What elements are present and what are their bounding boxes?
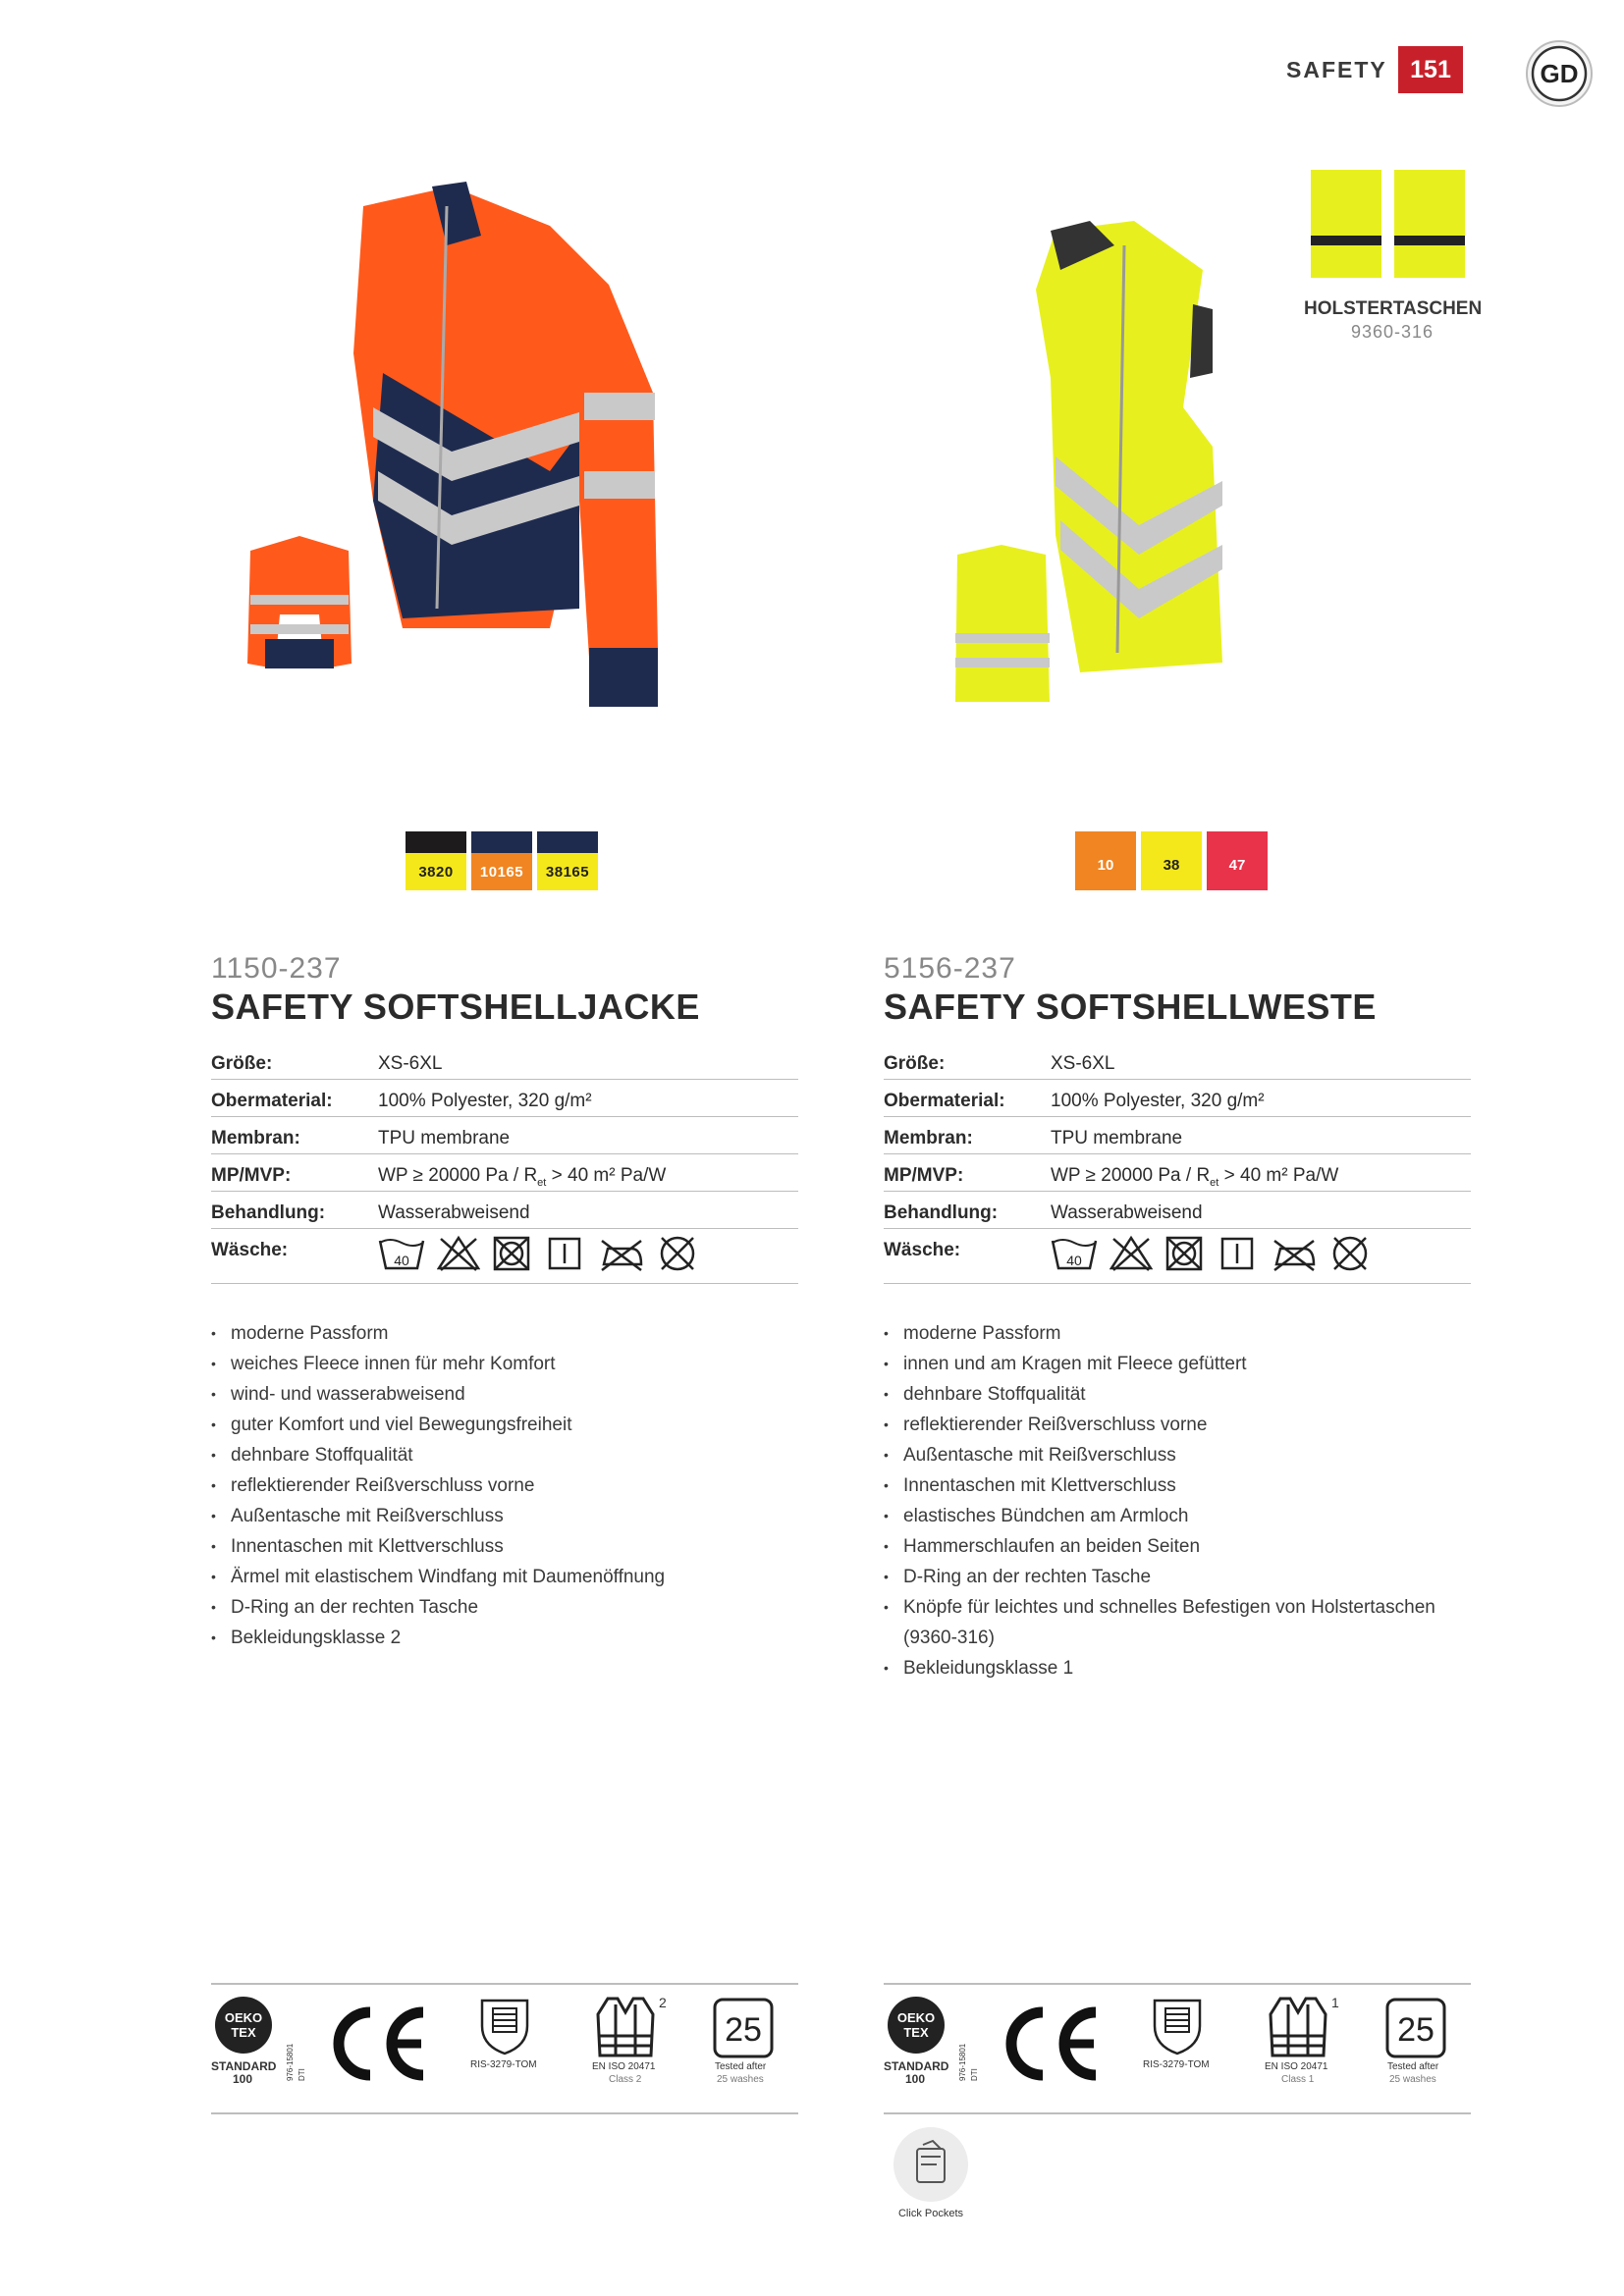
list-item: • Bekleidungsklasse 1 bbox=[884, 1653, 1471, 1683]
wash-40-icon bbox=[378, 1235, 425, 1272]
spec-value bbox=[1051, 1165, 1338, 1189]
en-class: Class 1 bbox=[1281, 2074, 1315, 2085]
spec-key: Behandlung: bbox=[211, 1202, 326, 1223]
color-swatch-3820[interactable] bbox=[406, 831, 466, 890]
product-name: SAFETY SOFTSHELLWESTE bbox=[884, 987, 1377, 1027]
spec-row-wash bbox=[884, 1229, 1471, 1284]
certification-row bbox=[884, 1995, 1471, 2108]
spec-row-membrane bbox=[884, 1117, 1471, 1154]
class-number: 2 bbox=[659, 1995, 667, 2010]
wash-40-icon bbox=[1051, 1235, 1098, 1272]
list-item: • Knöpfe für leichtes und schnelles Befestigen von Holstertaschen (9360-316) bbox=[884, 1592, 1471, 1653]
svg-text:25: 25 bbox=[1397, 2011, 1435, 2049]
ce-mark-icon bbox=[331, 2006, 429, 2081]
divider bbox=[211, 1983, 798, 1985]
mvp-a: WP ≥ 20000 Pa / R bbox=[1051, 1165, 1211, 1186]
oeko-institute: DTI bbox=[298, 2068, 306, 2081]
mvp-b: > 40 m² Pa/W bbox=[1218, 1165, 1339, 1186]
holster-pockets-image bbox=[1311, 165, 1478, 283]
spec-value: TPU membrane bbox=[378, 1128, 511, 1148]
mvp-sub: et bbox=[1210, 1176, 1219, 1189]
spec-key: Membran: bbox=[211, 1128, 300, 1148]
spec-value: XS-6XL bbox=[378, 1053, 443, 1074]
oeko-100: 100 bbox=[905, 2072, 926, 2086]
spec-value: 100% Polyester, 320 g/m² bbox=[1051, 1091, 1265, 1111]
spec-row-material bbox=[884, 1080, 1471, 1117]
spec-row-treatment bbox=[884, 1192, 1471, 1229]
jacket-product-image bbox=[255, 177, 668, 746]
swatch-code: 10165 bbox=[471, 853, 532, 890]
brand-logo bbox=[1525, 39, 1594, 108]
swatch-code: 38165 bbox=[537, 853, 598, 890]
spec-table bbox=[211, 1042, 798, 1284]
wash-count-icon bbox=[1384, 1997, 1447, 2059]
spec-row-membrane bbox=[211, 1117, 798, 1154]
list-item: • Außentasche mit Reißverschluss bbox=[884, 1440, 1471, 1470]
spec-value: XS-6XL bbox=[1051, 1053, 1115, 1074]
line-dry-icon bbox=[547, 1235, 582, 1272]
mvp-sub: et bbox=[537, 1176, 547, 1189]
list-item: • Bekleidungsklasse 2 bbox=[211, 1623, 798, 1653]
oeko-tex-icon bbox=[886, 1995, 947, 2056]
class-number: 1 bbox=[1331, 1995, 1339, 2010]
washes-text-a: Tested after bbox=[1387, 2061, 1439, 2072]
list-item: • moderne Passform bbox=[211, 1318, 798, 1349]
no-iron-icon bbox=[598, 1235, 645, 1272]
no-dry-clean-icon bbox=[657, 1235, 698, 1272]
spec-key: Wäsche: bbox=[211, 1240, 289, 1260]
vest-product-image bbox=[943, 211, 1316, 741]
spec-value: TPU membrane bbox=[1051, 1128, 1183, 1148]
color-swatch-47[interactable]: 47 bbox=[1207, 831, 1268, 890]
swatch-top bbox=[471, 831, 532, 853]
wash-count-icon bbox=[712, 1997, 775, 2059]
svg-text:OEKO: OEKO bbox=[224, 2010, 263, 2025]
no-bleach-icon bbox=[437, 1235, 480, 1272]
list-item: • D-Ring an der rechten Tasche bbox=[884, 1562, 1471, 1592]
divider bbox=[211, 2112, 798, 2114]
oeko-tex-icon bbox=[213, 1995, 274, 2056]
spec-row-mvp bbox=[211, 1154, 798, 1192]
spec-row-wash bbox=[211, 1229, 798, 1284]
mvp-b: > 40 m² Pa/W bbox=[546, 1165, 667, 1186]
feature-list bbox=[884, 1318, 1471, 1683]
list-item: • Außentasche mit Reißverschluss bbox=[211, 1501, 798, 1531]
color-swatch-10165[interactable] bbox=[471, 831, 532, 890]
no-tumble-dry-icon bbox=[1164, 1235, 1204, 1272]
list-item: • elastisches Bündchen am Armloch bbox=[884, 1501, 1471, 1531]
color-swatch-38165[interactable] bbox=[537, 831, 598, 890]
spec-table bbox=[884, 1042, 1471, 1284]
divider bbox=[884, 1983, 1471, 1985]
click-pockets-badge bbox=[893, 2127, 968, 2202]
spec-value bbox=[378, 1165, 666, 1189]
spec-row-treatment bbox=[211, 1192, 798, 1229]
no-bleach-icon bbox=[1110, 1235, 1153, 1272]
list-item: • Ärmel mit elastischem Windfang mit Daumenöffnung bbox=[211, 1562, 798, 1592]
oeko-standard: STANDARD bbox=[211, 2059, 277, 2073]
ris-label: RIS-3279-TOM bbox=[1143, 2059, 1210, 2070]
ce-mark-icon bbox=[1003, 2006, 1102, 2081]
no-tumble-dry-icon bbox=[492, 1235, 531, 1272]
hi-vis-vest-icon bbox=[1267, 1995, 1329, 2059]
svg-text:25: 25 bbox=[725, 2011, 762, 2049]
ris-shield-icon bbox=[478, 1997, 531, 2056]
spec-key: Behandlung: bbox=[884, 1202, 999, 1223]
holster-label: HOLSTERTASCHEN bbox=[1304, 298, 1483, 319]
spec-key: Wäsche: bbox=[884, 1240, 961, 1260]
svg-text:TEX: TEX bbox=[903, 2025, 929, 2040]
list-item: • Innentaschen mit Klettverschluss bbox=[884, 1470, 1471, 1501]
svg-text:TEX: TEX bbox=[231, 2025, 256, 2040]
spec-key: Größe: bbox=[211, 1053, 273, 1074]
swatch-code: 3820 bbox=[406, 853, 466, 890]
list-item: • dehnbare Stoffqualität bbox=[884, 1379, 1471, 1410]
color-swatch-10[interactable]: 10 bbox=[1075, 831, 1136, 890]
list-item: • weiches Fleece innen für mehr Komfort bbox=[211, 1349, 798, 1379]
hi-vis-vest-icon bbox=[594, 1995, 657, 2059]
spec-row-material bbox=[211, 1080, 798, 1117]
spec-row-mvp bbox=[884, 1154, 1471, 1192]
spec-key: Größe: bbox=[884, 1053, 946, 1074]
color-swatch-38[interactable]: 38 bbox=[1141, 831, 1202, 890]
oeko-standard: STANDARD bbox=[884, 2059, 949, 2073]
en-class: Class 2 bbox=[609, 2074, 642, 2085]
no-dry-clean-icon bbox=[1329, 1235, 1371, 1272]
no-iron-icon bbox=[1271, 1235, 1318, 1272]
spec-key: Obermaterial: bbox=[884, 1091, 1005, 1111]
list-item: • reflektierender Reißverschluss vorne bbox=[884, 1410, 1471, 1440]
list-item: • D-Ring an der rechten Tasche bbox=[211, 1592, 798, 1623]
list-item: • innen und am Kragen mit Fleece gefüttert bbox=[884, 1349, 1471, 1379]
washes-text-b: 25 washes bbox=[717, 2074, 764, 2085]
article-number: 5156-237 bbox=[884, 952, 1016, 985]
spec-value: Wasserabweisend bbox=[378, 1202, 530, 1223]
certification-row bbox=[211, 1995, 798, 2108]
list-item: • reflektierender Reißverschluss vorne bbox=[211, 1470, 798, 1501]
svg-text:40: 40 bbox=[394, 1253, 409, 1268]
ris-label: RIS-3279-TOM bbox=[470, 2059, 537, 2070]
washes-text-b: 25 washes bbox=[1389, 2074, 1436, 2085]
section-title: SAFETY bbox=[1286, 57, 1387, 82]
spec-row-size bbox=[211, 1042, 798, 1080]
mvp-a: WP ≥ 20000 Pa / R bbox=[378, 1165, 538, 1186]
list-item: • guter Komfort und viel Bewegungsfreiheit bbox=[211, 1410, 798, 1440]
oeko-institute: DTI bbox=[970, 2068, 979, 2081]
page-number: 151 bbox=[1398, 46, 1463, 93]
swatch-top bbox=[406, 831, 466, 853]
line-dry-icon bbox=[1219, 1235, 1255, 1272]
article-number: 1150-237 bbox=[211, 952, 342, 985]
spec-key: MP/MVP: bbox=[211, 1165, 292, 1186]
feature-list bbox=[211, 1318, 798, 1653]
en-standard: EN ISO 20471 bbox=[592, 2061, 656, 2072]
svg-text:40: 40 bbox=[1066, 1253, 1082, 1268]
click-pockets-label: Click Pockets bbox=[897, 2208, 964, 2219]
spec-key: Obermaterial: bbox=[211, 1091, 333, 1111]
oeko-number: 976-15801 bbox=[958, 2043, 967, 2081]
swatch-top bbox=[537, 831, 598, 853]
spec-key: Membran: bbox=[884, 1128, 973, 1148]
product-name: SAFETY SOFTSHELLJACKE bbox=[211, 987, 700, 1027]
svg-text:OEKO: OEKO bbox=[896, 2010, 936, 2025]
list-item: • wind- und wasserabweisend bbox=[211, 1379, 798, 1410]
oeko-100: 100 bbox=[233, 2072, 253, 2086]
spec-key: MP/MVP: bbox=[884, 1165, 964, 1186]
oeko-number: 976-15801 bbox=[286, 2043, 295, 2081]
washes-text-a: Tested after bbox=[715, 2061, 767, 2072]
list-item: • dehnbare Stoffqualität bbox=[211, 1440, 798, 1470]
click-pockets-icon bbox=[893, 2127, 968, 2202]
svg-text:GD: GD bbox=[1540, 59, 1579, 88]
list-item: • moderne Passform bbox=[884, 1318, 1471, 1349]
divider bbox=[884, 2112, 1471, 2114]
spec-row-size bbox=[884, 1042, 1471, 1080]
en-standard: EN ISO 20471 bbox=[1265, 2061, 1328, 2072]
holster-code: 9360-316 bbox=[1350, 322, 1435, 342]
spec-value: Wasserabweisend bbox=[1051, 1202, 1203, 1223]
spec-value: 100% Polyester, 320 g/m² bbox=[378, 1091, 592, 1111]
list-item: • Innentaschen mit Klettverschluss bbox=[211, 1531, 798, 1562]
list-item: • Hammerschlaufen an beiden Seiten bbox=[884, 1531, 1471, 1562]
ris-shield-icon bbox=[1151, 1997, 1204, 2056]
